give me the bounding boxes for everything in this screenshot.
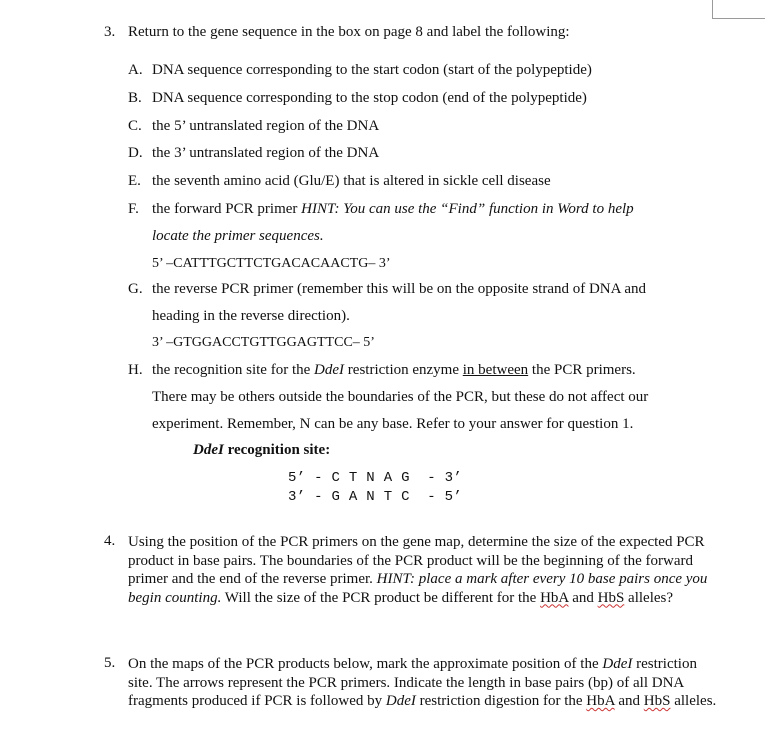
- q4-hba: HbA: [540, 589, 569, 606]
- item-a-letter: A.: [128, 62, 143, 78]
- question-4-number: 4.: [104, 533, 116, 549]
- item-f-letter: F.: [128, 201, 139, 217]
- item-c-text: the 5’ untranslated region of the DNA: [152, 118, 380, 134]
- item-h-line2: There may be others outside the boundaries of the PCR, but these do not affect our: [152, 389, 649, 405]
- q5-text-4: alleles.: [670, 693, 717, 709]
- ddei-site-enzyme: DdeI: [193, 442, 224, 458]
- question-4-text: [128, 533, 718, 607]
- ddei-site-label: recognition site:: [223, 442, 331, 458]
- q4-hint: HINT: place a mark after every 10 base pairs once you begin counting.: [128, 571, 708, 606]
- item-c-letter: C.: [128, 118, 142, 134]
- item-h-text-c: the PCR primers.: [528, 362, 636, 378]
- q5-hba: HbA: [586, 693, 615, 709]
- ddei-site-top-strand: 5’ - C T N A G - 3’: [288, 470, 463, 486]
- item-e-letter: E.: [128, 173, 141, 189]
- reverse-primer-sequence: 3’ –GTGGACCTGTTGGAGTTCC– 5’: [152, 335, 375, 350]
- q5-text-1: On the maps of the PCR products below, mark the approximate position of the: [128, 656, 603, 672]
- item-g-letter: G.: [128, 281, 143, 297]
- q4-hbs: HbS: [597, 589, 625, 606]
- item-a-text: DNA sequence corresponding to the start codon (start of the polypeptide): [152, 62, 592, 78]
- ddei-site-bottom-strand: 3’ - G A N T C - 5’: [288, 489, 463, 505]
- q4-text-2: Will the size of the PCR product be different for the: [221, 589, 541, 606]
- item-h-enzyme: DdeI: [314, 362, 345, 378]
- ddei-site-title: [193, 442, 330, 459]
- q4-text-1: Using the position of the PCR primers on the gene map, determine the size of the expected PCR product in base pairs. The boundaries of the PCR product will be the beginning of the forward primer and the end of the reverse primer.: [128, 534, 705, 587]
- item-h-text-a: the recognition site for the: [152, 362, 315, 378]
- item-h-line3: experiment. Remember, N can be any base. Refer to your answer for question 1.: [152, 416, 634, 432]
- item-e-text: the seventh amino acid (Glu/E) that is altered in sickle cell disease: [152, 173, 551, 189]
- q5-hbs: HbS: [643, 693, 671, 709]
- page-corner-line: [733, 18, 765, 19]
- item-b-text: DNA sequence corresponding to the stop codon (end of the polypeptide): [152, 90, 587, 106]
- item-h-letter: H.: [128, 362, 143, 378]
- item-g-line1: the reverse PCR primer (remember this will be on the opposite strand of DNA and: [152, 281, 647, 297]
- q5-enzyme-1: DdeI: [602, 656, 633, 672]
- question-5-number: 5.: [104, 655, 116, 671]
- item-f-hint: HINT: You can use the “Find” function in Word to help: [301, 201, 634, 217]
- question-3-prompt: Return to the gene sequence in the box on page 8 and label the following:: [128, 24, 570, 40]
- item-h-text-b: restriction enzyme: [344, 362, 463, 378]
- item-f-main: the forward PCR primer: [152, 201, 302, 217]
- question-3-number: 3.: [104, 24, 116, 40]
- q5-and: and: [614, 693, 644, 709]
- page-corner-mark: [712, 0, 735, 19]
- item-g-line2: heading in the reverse direction).: [152, 308, 350, 324]
- item-d-text: the 3’ untranslated region of the DNA: [152, 145, 380, 161]
- q5-text-2: restriction site. The arrows represent the PCR primers. Indicate the length in base pairs (bp) of all DNA fragments produced if PCR is followed by: [128, 656, 697, 709]
- item-h-underlined: in between: [462, 362, 529, 378]
- q4-text-3: alleles?: [624, 589, 674, 606]
- item-h-line1: [152, 362, 636, 379]
- item-b-letter: B.: [128, 90, 142, 106]
- forward-primer-sequence: 5’ –CATTTGCTTCTGACACAACTG– 3’: [152, 256, 391, 271]
- q4-and: and: [568, 589, 598, 606]
- q5-text-3: restriction digestion for the: [415, 693, 587, 709]
- item-f-hint-cont: locate the primer sequences.: [152, 228, 324, 244]
- question-5-text: [128, 655, 718, 711]
- q5-enzyme-2: DdeI: [385, 693, 416, 709]
- item-d-letter: D.: [128, 145, 143, 161]
- item-f-text: [152, 201, 634, 218]
